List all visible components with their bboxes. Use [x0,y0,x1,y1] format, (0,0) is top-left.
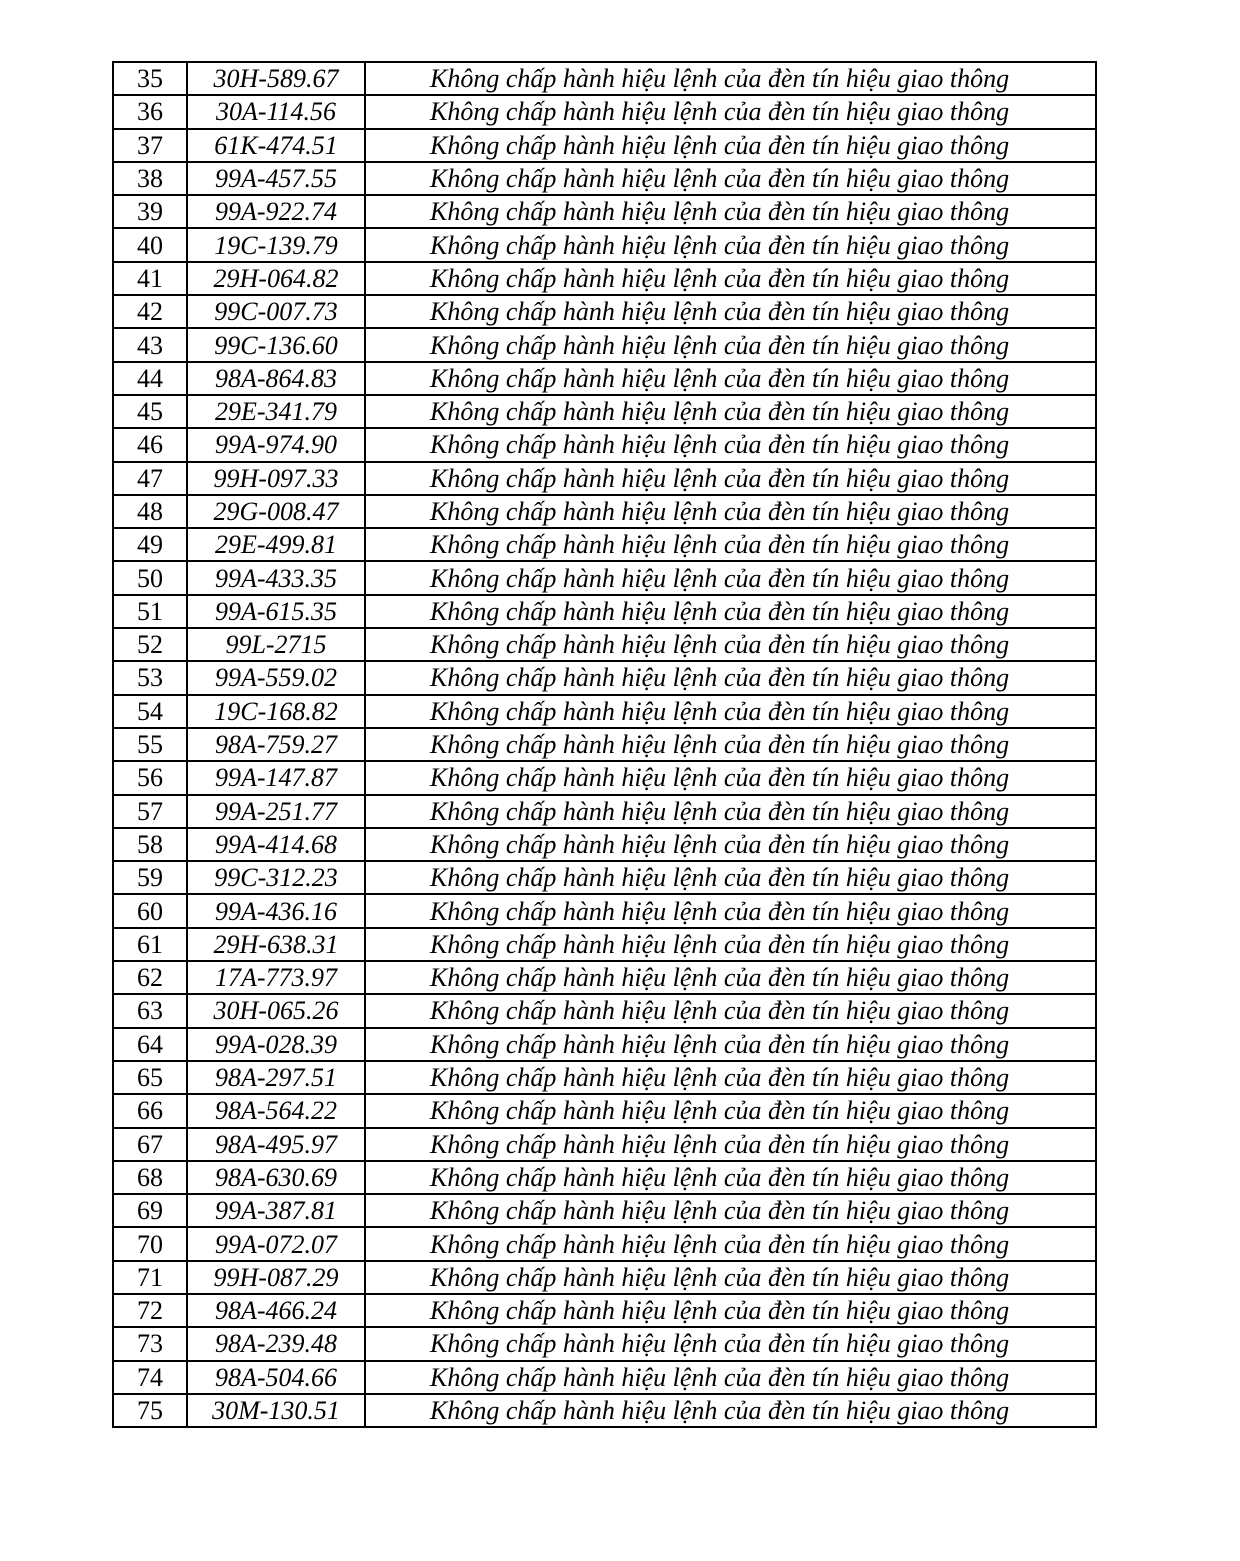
table-row [113,1327,1096,1360]
violation-cell: Không chấp hành hiệu lệnh của đèn tín hiệu giao thông [365,428,1096,461]
table-row [113,195,1096,228]
table-row [113,1361,1096,1394]
row-number-cell: 49 [113,528,187,561]
violation-cell: Không chấp hành hiệu lệnh của đèn tín hiệu giao thông [365,462,1096,495]
license-plate-cell: 99A-072.07 [187,1227,365,1260]
row-number-cell: 66 [113,1094,187,1127]
row-number-cell: 39 [113,195,187,228]
row-number-cell: 35 [113,62,187,95]
table-row [113,129,1096,162]
table-row [113,595,1096,628]
violation-cell: Không chấp hành hiệu lệnh của đèn tín hiệu giao thông [365,195,1096,228]
license-plate-cell: 99A-028.39 [187,1028,365,1061]
violation-cell: Không chấp hành hiệu lệnh của đèn tín hiệu giao thông [365,1294,1096,1327]
table-row [113,1261,1096,1294]
table-row [113,528,1096,561]
table-row [113,1161,1096,1194]
license-plate-cell: 99A-615.35 [187,595,365,628]
table-row [113,1128,1096,1161]
license-plate-cell: 99A-414.68 [187,828,365,861]
row-number-cell: 64 [113,1028,187,1061]
violation-cell: Không chấp hành hiệu lệnh của đèn tín hiệu giao thông [365,728,1096,761]
table-row [113,628,1096,661]
violation-cell: Không chấp hành hiệu lệnh của đèn tín hiệu giao thông [365,894,1096,927]
violation-cell: Không chấp hành hiệu lệnh của đèn tín hiệu giao thông [365,395,1096,428]
row-number-cell: 48 [113,495,187,528]
table-row [113,1028,1096,1061]
license-plate-cell: 99A-974.90 [187,428,365,461]
license-plate-cell: 29H-064.82 [187,262,365,295]
license-plate-cell: 98A-495.97 [187,1128,365,1161]
table-row [113,894,1096,927]
license-plate-cell: 99A-251.77 [187,795,365,828]
violation-cell: Không chấp hành hiệu lệnh của đèn tín hiệu giao thông [365,828,1096,861]
table-row [113,1194,1096,1227]
license-plate-cell: 19C-168.82 [187,695,365,728]
row-number-cell: 69 [113,1194,187,1227]
license-plate-cell: 99A-559.02 [187,661,365,694]
violation-cell: Không chấp hành hiệu lệnh của đèn tín hiệu giao thông [365,1194,1096,1227]
table-row [113,362,1096,395]
violations-table [112,61,1097,1428]
row-number-cell: 40 [113,228,187,261]
violation-cell: Không chấp hành hiệu lệnh của đèn tín hiệu giao thông [365,1361,1096,1394]
license-plate-cell: 98A-759.27 [187,728,365,761]
license-plate-cell: 99A-387.81 [187,1194,365,1227]
table-row [113,428,1096,461]
row-number-cell: 46 [113,428,187,461]
row-number-cell: 58 [113,828,187,861]
table-row [113,1061,1096,1094]
table-row [113,62,1096,95]
table-row [113,162,1096,195]
violation-cell: Không chấp hành hiệu lệnh của đèn tín hiệu giao thông [365,661,1096,694]
violation-cell: Không chấp hành hiệu lệnh của đèn tín hiệu giao thông [365,62,1096,95]
row-number-cell: 57 [113,795,187,828]
violation-cell: Không chấp hành hiệu lệnh của đèn tín hiệu giao thông [365,1128,1096,1161]
row-number-cell: 65 [113,1061,187,1094]
license-plate-cell: 99A-147.87 [187,761,365,794]
violation-cell: Không chấp hành hiệu lệnh của đèn tín hiệu giao thông [365,362,1096,395]
row-number-cell: 71 [113,1261,187,1294]
row-number-cell: 47 [113,462,187,495]
row-number-cell: 62 [113,961,187,994]
row-number-cell: 37 [113,129,187,162]
row-number-cell: 43 [113,328,187,361]
license-plate-cell: 98A-297.51 [187,1061,365,1094]
table-row [113,695,1096,728]
row-number-cell: 61 [113,928,187,961]
license-plate-cell: 30A-114.56 [187,95,365,128]
row-number-cell: 52 [113,628,187,661]
table-row [113,561,1096,594]
row-number-cell: 45 [113,395,187,428]
row-number-cell: 36 [113,95,187,128]
table-row [113,495,1096,528]
table-row [113,462,1096,495]
table-row [113,1227,1096,1260]
violation-cell: Không chấp hành hiệu lệnh của đèn tín hiệu giao thông [365,1094,1096,1127]
violation-cell: Không chấp hành hiệu lệnh của đèn tín hiệu giao thông [365,528,1096,561]
license-plate-cell: 99A-433.35 [187,561,365,594]
license-plate-cell: 99L-2715 [187,628,365,661]
license-plate-cell: 29E-341.79 [187,395,365,428]
violation-cell: Không chấp hành hiệu lệnh của đèn tín hiệu giao thông [365,1227,1096,1260]
table-row [113,395,1096,428]
license-plate-cell: 61K-474.51 [187,129,365,162]
table-row [113,728,1096,761]
violation-cell: Không chấp hành hiệu lệnh của đèn tín hiệu giao thông [365,262,1096,295]
license-plate-cell: 30M-130.51 [187,1394,365,1427]
row-number-cell: 60 [113,894,187,927]
table-row [113,1294,1096,1327]
row-number-cell: 74 [113,1361,187,1394]
license-plate-cell: 99A-457.55 [187,162,365,195]
table-row [113,228,1096,261]
license-plate-cell: 17A-773.97 [187,961,365,994]
violation-cell: Không chấp hành hiệu lệnh của đèn tín hiệu giao thông [365,95,1096,128]
row-number-cell: 50 [113,561,187,594]
license-plate-cell: 30H-065.26 [187,994,365,1027]
table-row [113,828,1096,861]
row-number-cell: 51 [113,595,187,628]
table-row [113,295,1096,328]
violation-cell: Không chấp hành hiệu lệnh của đèn tín hiệu giao thông [365,1327,1096,1360]
violation-cell: Không chấp hành hiệu lệnh của đèn tín hiệu giao thông [365,1028,1096,1061]
table-row [113,761,1096,794]
license-plate-cell: 98A-239.48 [187,1327,365,1360]
violation-cell: Không chấp hành hiệu lệnh của đèn tín hiệu giao thông [365,328,1096,361]
row-number-cell: 56 [113,761,187,794]
row-number-cell: 72 [113,1294,187,1327]
row-number-cell: 41 [113,262,187,295]
row-number-cell: 67 [113,1128,187,1161]
license-plate-cell: 98A-630.69 [187,1161,365,1194]
row-number-cell: 42 [113,295,187,328]
table-row [113,661,1096,694]
row-number-cell: 59 [113,861,187,894]
violation-cell: Không chấp hành hiệu lệnh của đèn tín hiệu giao thông [365,1061,1096,1094]
violation-cell: Không chấp hành hiệu lệnh của đèn tín hiệu giao thông [365,162,1096,195]
row-number-cell: 38 [113,162,187,195]
license-plate-cell: 99A-436.16 [187,894,365,927]
violation-cell: Không chấp hành hiệu lệnh của đèn tín hiệu giao thông [365,561,1096,594]
violation-cell: Không chấp hành hiệu lệnh của đèn tín hiệu giao thông [365,129,1096,162]
violation-cell: Không chấp hành hiệu lệnh của đèn tín hiệu giao thông [365,761,1096,794]
table-row [113,861,1096,894]
license-plate-cell: 98A-564.22 [187,1094,365,1127]
row-number-cell: 53 [113,661,187,694]
license-plate-cell: 99C-136.60 [187,328,365,361]
license-plate-cell: 99C-007.73 [187,295,365,328]
table-row [113,795,1096,828]
table-row [113,262,1096,295]
table-row [113,928,1096,961]
violation-cell: Không chấp hành hiệu lệnh của đèn tín hiệu giao thông [365,695,1096,728]
row-number-cell: 55 [113,728,187,761]
license-plate-cell: 98A-864.83 [187,362,365,395]
row-number-cell: 70 [113,1227,187,1260]
violation-cell: Không chấp hành hiệu lệnh của đèn tín hiệu giao thông [365,1161,1096,1194]
violation-cell: Không chấp hành hiệu lệnh của đèn tín hiệu giao thông [365,1394,1096,1427]
license-plate-cell: 99H-097.33 [187,462,365,495]
violation-cell: Không chấp hành hiệu lệnh của đèn tín hiệu giao thông [365,928,1096,961]
violation-cell: Không chấp hành hiệu lệnh của đèn tín hiệu giao thông [365,961,1096,994]
row-number-cell: 75 [113,1394,187,1427]
row-number-cell: 68 [113,1161,187,1194]
table-row [113,961,1096,994]
violation-cell: Không chấp hành hiệu lệnh của đèn tín hiệu giao thông [365,861,1096,894]
violation-cell: Không chấp hành hiệu lệnh của đèn tín hiệu giao thông [365,228,1096,261]
row-number-cell: 73 [113,1327,187,1360]
violation-cell: Không chấp hành hiệu lệnh của đèn tín hiệu giao thông [365,595,1096,628]
violation-cell: Không chấp hành hiệu lệnh của đèn tín hiệu giao thông [365,1261,1096,1294]
row-number-cell: 63 [113,994,187,1027]
violation-cell: Không chấp hành hiệu lệnh của đèn tín hiệu giao thông [365,994,1096,1027]
license-plate-cell: 29H-638.31 [187,928,365,961]
license-plate-cell: 99A-922.74 [187,195,365,228]
table-row [113,1394,1096,1427]
row-number-cell: 44 [113,362,187,395]
license-plate-cell: 30H-589.67 [187,62,365,95]
table-row [113,994,1096,1027]
table-row [113,328,1096,361]
license-plate-cell: 29E-499.81 [187,528,365,561]
license-plate-cell: 99H-087.29 [187,1261,365,1294]
violation-cell: Không chấp hành hiệu lệnh của đèn tín hiệu giao thông [365,628,1096,661]
row-number-cell: 54 [113,695,187,728]
violations-table-body [113,62,1096,1427]
license-plate-cell: 98A-466.24 [187,1294,365,1327]
table-row [113,1094,1096,1127]
violation-cell: Không chấp hành hiệu lệnh của đèn tín hiệu giao thông [365,295,1096,328]
table-row [113,95,1096,128]
license-plate-cell: 98A-504.66 [187,1361,365,1394]
violation-cell: Không chấp hành hiệu lệnh của đèn tín hiệu giao thông [365,795,1096,828]
license-plate-cell: 99C-312.23 [187,861,365,894]
violation-cell: Không chấp hành hiệu lệnh của đèn tín hiệu giao thông [365,495,1096,528]
license-plate-cell: 19C-139.79 [187,228,365,261]
license-plate-cell: 29G-008.47 [187,495,365,528]
